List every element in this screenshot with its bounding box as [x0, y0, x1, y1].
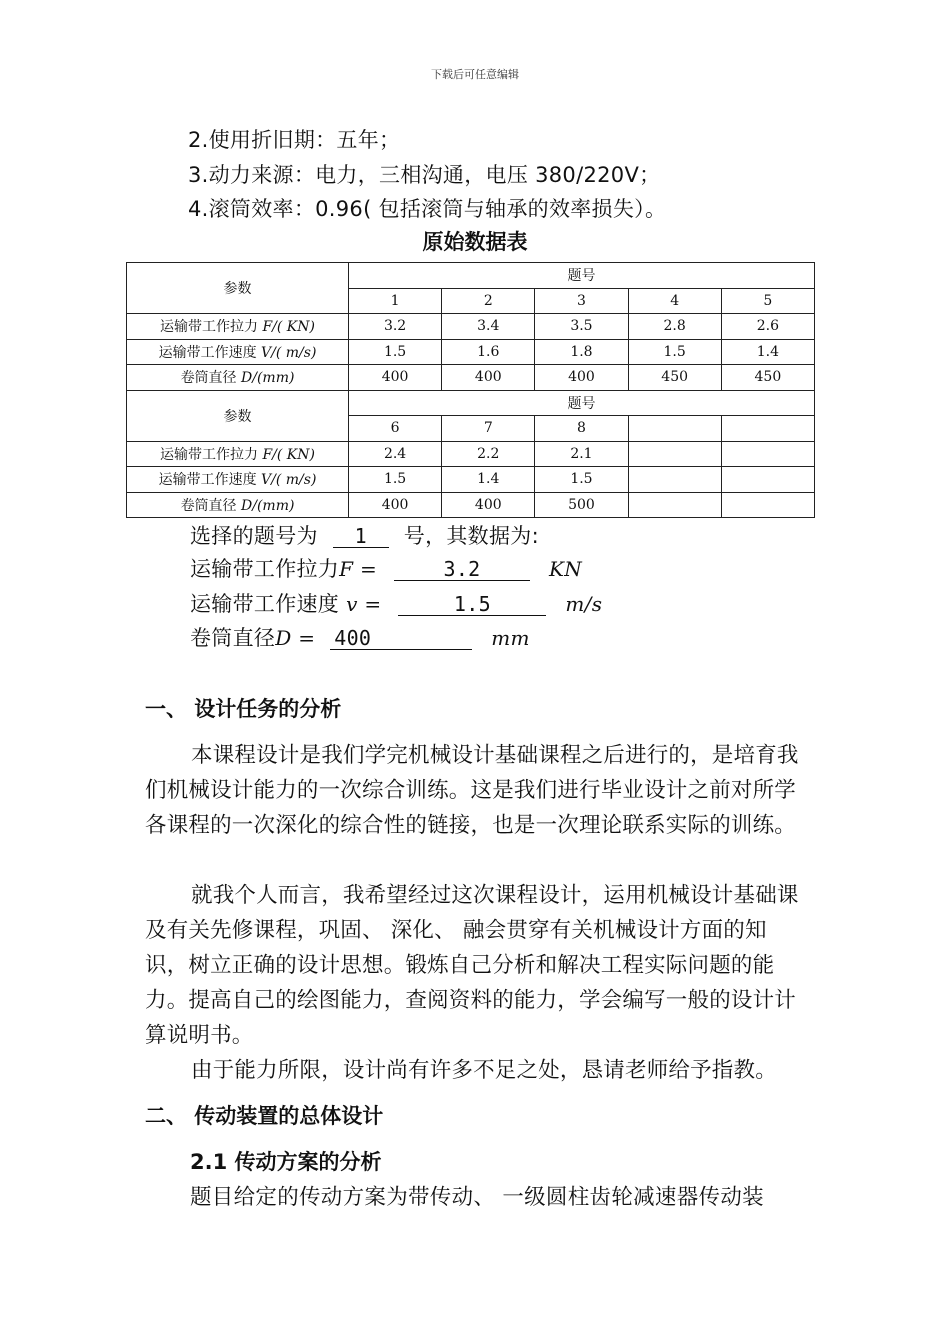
table-row — [127, 492, 815, 518]
table-row — [127, 441, 815, 467]
selected-number: 1 — [333, 525, 389, 548]
topic-number: 5 — [721, 288, 814, 314]
table-cell — [721, 492, 814, 518]
intro-line-2: 2.使用折旧期：五年； — [188, 128, 401, 152]
table-cell: 1.5 — [349, 467, 442, 493]
paragraph-3: 由于能力所限，设计尚有许多不足之处，恳请老师给予指教。 — [191, 1058, 777, 1083]
row-label-speed: 运输带工作速度 V/( m/s) — [127, 339, 349, 365]
table-cell: 1.5 — [535, 467, 628, 493]
paragraph-2: 就我个人而言，我希望经过这次课程设计，运用机械设计基础课及有关先修课程，巩固、 深化、 融会贯穿有关机械设计方面的知识，树立正确的设计思想。锻炼自己分析和解决工程实际问题的能力。提高自己的绘图能力，查阅资料的能力，学会编写一般的设计计算说明书。 — [145, 883, 799, 1048]
sub-heading-2-1: 2.1 传动方案的分析 — [190, 1150, 382, 1174]
force-line: 运输带工作拉力F = 3.2 KN — [190, 557, 583, 581]
table-row — [127, 314, 815, 340]
paragraph-1: 本课程设计是我们学完机械设计基础课程之后进行的，是培育我们机械设计能力的一次综合训练。这是我们进行毕业设计之前对所学各课程的一次深化的综合性的链接，也是一次理论联系实际的训练。 — [145, 743, 799, 838]
diameter-value: 400 — [330, 627, 472, 650]
intro-line-4: 4.滚筒效率：0.96( 包括滚筒与轴承的效率损失）。 — [188, 197, 667, 221]
table-cell: 3.4 — [442, 314, 535, 340]
param-header: 参数 — [127, 263, 349, 314]
table-cell: 400 — [442, 365, 535, 391]
table-row — [127, 390, 815, 416]
table-cell: 500 — [535, 492, 628, 518]
table-row — [127, 263, 815, 289]
param-header: 参数 — [127, 390, 349, 441]
table-cell: 1.4 — [442, 467, 535, 493]
table-cell: 3.2 — [349, 314, 442, 340]
table-row — [127, 339, 815, 365]
table-cell: 450 — [721, 365, 814, 391]
table-cell: 1.8 — [535, 339, 628, 365]
diameter-line: 卷筒直径D = 400 mm — [190, 626, 530, 650]
table-cell: 3.5 — [535, 314, 628, 340]
table-cell: 1.5 — [628, 339, 721, 365]
topic-number: 6 — [349, 416, 442, 442]
table-cell: 400 — [349, 365, 442, 391]
table-cell: 400 — [535, 365, 628, 391]
section-heading-2: 二、 传动装置的总体设计 — [145, 1104, 384, 1128]
table-cell: 2.2 — [442, 441, 535, 467]
topic-number: 4 — [628, 288, 721, 314]
speed-value: 1.5 — [398, 593, 546, 616]
topic-number — [721, 416, 814, 442]
topic-header: 题号 — [349, 390, 815, 416]
table-cell: 2.1 — [535, 441, 628, 467]
table-cell — [628, 467, 721, 493]
speed-line: 运输带工作速度 v = 1.5 m/s — [190, 592, 603, 616]
selection-line: 选择的题号为 1 号，其数据为: — [190, 524, 539, 548]
topic-number: 1 — [349, 288, 442, 314]
row-label-speed: 运输带工作速度 V/( m/s) — [127, 467, 349, 493]
topic-number: 8 — [535, 416, 628, 442]
paragraph-4: 题目给定的传动方案为带传动、 一级圆柱齿轮减速器传动装 — [190, 1185, 764, 1210]
table-row — [127, 365, 815, 391]
table-cell: 2.8 — [628, 314, 721, 340]
row-label-force: 运输带工作拉力 F/( KN) — [127, 314, 349, 340]
table-cell: 1.4 — [721, 339, 814, 365]
table-cell: 2.4 — [349, 441, 442, 467]
intro-line-3: 3.动力来源：电力，三相沟通，电压 380/220V； — [188, 163, 661, 187]
table-cell: 400 — [349, 492, 442, 518]
row-label-force: 运输带工作拉力 F/( KN) — [127, 441, 349, 467]
table-cell — [628, 492, 721, 518]
page-header: 下载后可任意编辑 — [431, 68, 519, 81]
topic-header: 题号 — [349, 263, 815, 289]
table-cell: 400 — [442, 492, 535, 518]
force-value: 3.2 — [394, 558, 530, 581]
table-title: 原始数据表 — [422, 230, 528, 254]
table-cell: 2.6 — [721, 314, 814, 340]
topic-number: 2 — [442, 288, 535, 314]
topic-number — [628, 416, 721, 442]
topic-number: 7 — [442, 416, 535, 442]
table-cell — [628, 441, 721, 467]
section-heading-1: 一、 设计任务的分析 — [145, 697, 342, 721]
row-label-diameter: 卷筒直径 D/(mm) — [127, 365, 349, 391]
table-cell — [721, 441, 814, 467]
table-cell: 450 — [628, 365, 721, 391]
table-cell: 1.6 — [442, 339, 535, 365]
topic-number: 3 — [535, 288, 628, 314]
data-table — [126, 262, 815, 518]
table-cell — [721, 467, 814, 493]
table-row — [127, 467, 815, 493]
table-cell: 1.5 — [349, 339, 442, 365]
row-label-diameter: 卷筒直径 D/(mm) — [127, 492, 349, 518]
